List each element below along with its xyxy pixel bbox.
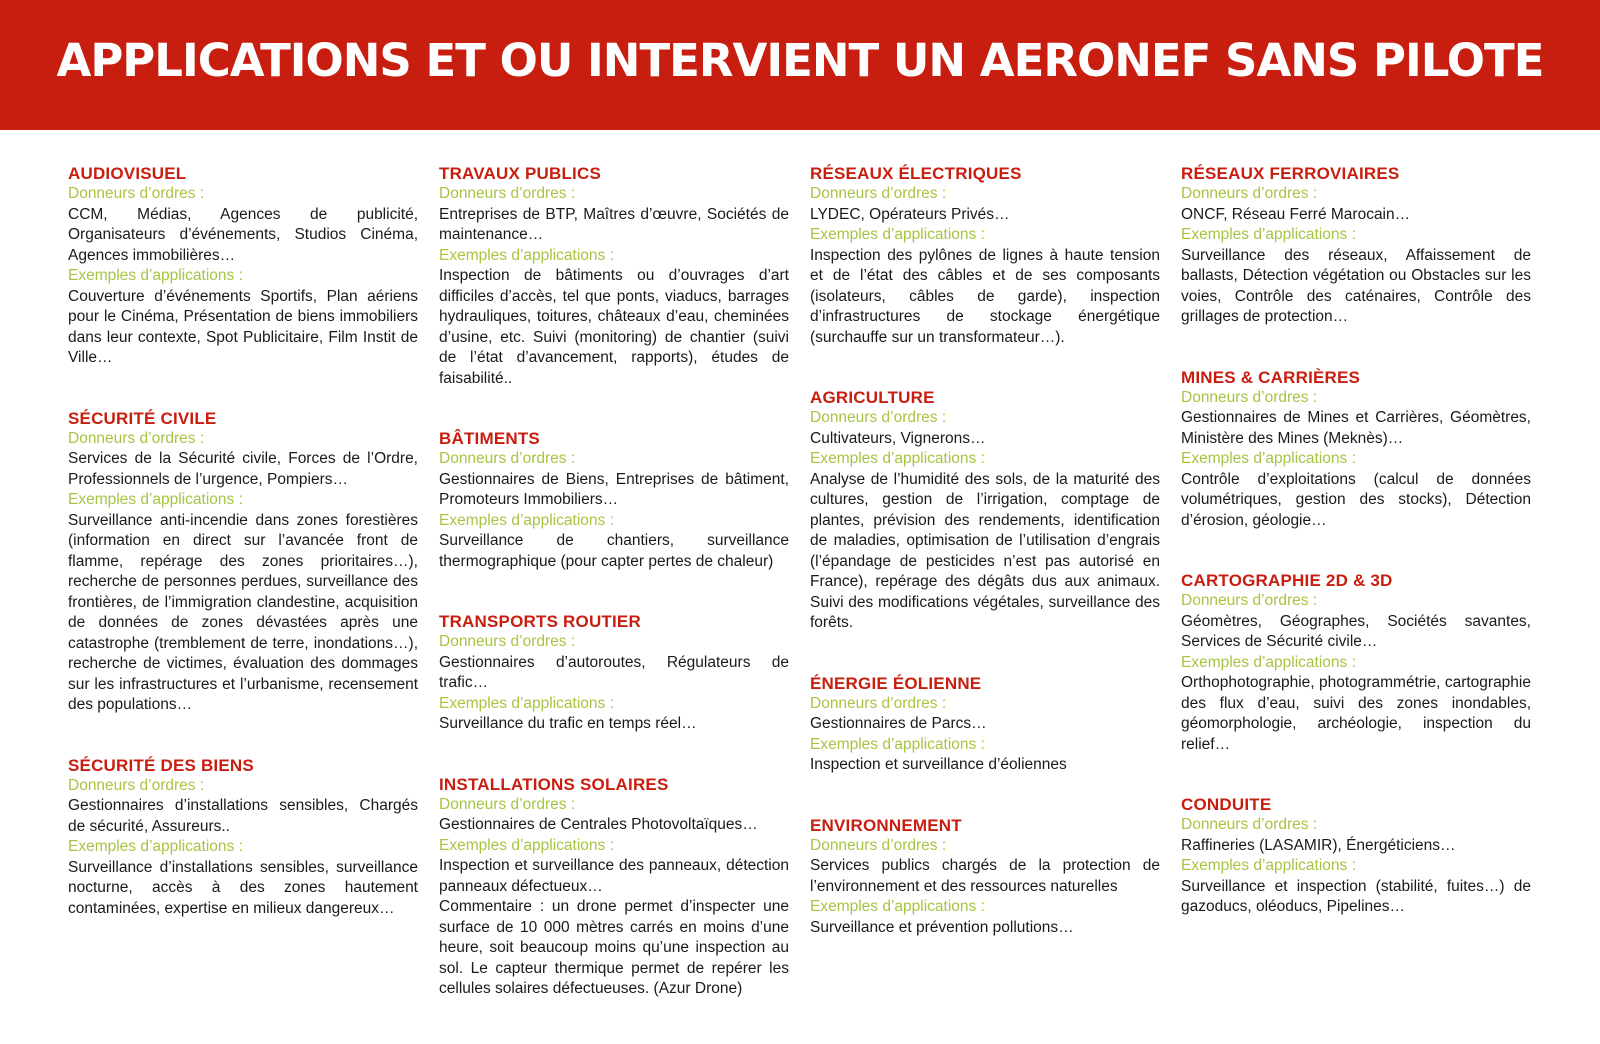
clients-label: Donneurs d’ordres : [68, 185, 205, 202]
clients-text: Entreprises de BTP, Maîtres d’œuvre, Sociétés de maintenance… [439, 205, 789, 243]
clients-text: ONCF, Réseau Ferré Marocain… [1181, 205, 1411, 223]
clients-text: Gestionnaires de Centrales Photovoltaïques… [439, 816, 758, 833]
clients-label: Donneurs d’ordres : [1181, 816, 1318, 833]
applications-label: Exemples d’applications : [439, 511, 614, 529]
clients-label: Donneurs d’ordres : [1181, 592, 1318, 609]
applications-text: Surveillance de chantiers, surveillance thermographique (pour capter pertes de chaleur) [439, 532, 789, 570]
applications-text: Surveillance anti-incendie dans zones forestières (information en direct sur l’avancée front de flamme, repérage des zones prioritaires…), recherche de personnes perdues, surveillance des frontières, de l’immigration clandestine, acquisition de données de zones dévastées après une catastrophe (tremblement de terre, inondations…), recherche de victimes, évaluation des dommages sur les infrastructures et l’urbanisme, recensement des populations… [68, 511, 418, 713]
clients-text: Gestionnaires de Biens, Entreprises de bâtiment, Promoteurs Immobiliers… [439, 470, 789, 508]
section-title: ÉNERGIE ÉOLIENNE [810, 673, 982, 693]
applications-text: Surveillance des réseaux, Affaissement de ballasts, Détection végétation ou Obstacles sur les voies, Contrôle des caténaires, Contrôle des grillages de protection… [1181, 246, 1531, 325]
applications-text: Couverture d’événements Sportifs, Plan aériens pour le Cinéma, Présentation de biens immobiliers dans leur contexte, Spot Publicitaire, Film Instit de Ville… [68, 287, 418, 366]
clients-label: Donneurs d’ordres : [810, 836, 947, 854]
applications-label: Exemples d’applications : [1181, 653, 1356, 671]
clients-text: Gestionnaires de Parcs… [810, 715, 987, 732]
clients-label: Donneurs d’ordres : [810, 409, 947, 426]
section-title: ENVIRONNEMENT [810, 815, 962, 835]
section-transports-routier [439, 611, 789, 735]
applications-label: Exemples d’applications : [1181, 857, 1356, 874]
clients-label: Donneurs d’ordres : [810, 694, 947, 712]
column-3 [810, 163, 1160, 977]
section-reseaux-ferroviaires [1181, 163, 1531, 328]
section-travaux-publics [439, 163, 789, 389]
section-title: SÉCURITÉ DES BIENS [68, 755, 254, 775]
section-conduite [1181, 794, 1531, 918]
applications-text: Inspection et surveillance des panneaux, détection panneaux défectueux… [439, 857, 789, 895]
clients-label: Donneurs d’ordres : [68, 776, 205, 794]
applications-label: Exemples d’applications : [68, 267, 243, 284]
clients-label: Donneurs d’ordres : [810, 185, 947, 202]
clients-text: Services publics chargés de la protection de l’environnement et des ressources naturelles [810, 857, 1160, 895]
section-title: RÉSEAUX FERROVIAIRES [1181, 164, 1400, 183]
section-reseaux-electriques [810, 163, 1160, 348]
clients-label: Donneurs d’ordres : [68, 429, 205, 447]
section-title: RÉSEAUX ÉLECTRIQUES [810, 164, 1022, 183]
applications-text: Orthophotographie, photogrammétrie, cartographie des flux d’eau, suivi des zones inondables, géomorphologie, archéologie, inspection du relief… [1181, 674, 1531, 753]
section-securite-civile [68, 408, 418, 716]
clients-text: CCM, Médias, Agences de publicité, Organisateurs d’événements, Studios Cinéma, Agences immobilières… [68, 205, 418, 264]
applications-label: Exemples d’applications : [439, 836, 614, 854]
comment-text: Commentaire : un drone permet d’inspecter une surface de 10 000 mètres carrés en moins d’une heure, soit beaucoup moins qu’une inspection au sol. Le capteur thermique permet de repérer les cellules solaires défectueuses. (Azur Drone) [439, 898, 789, 997]
clients-label: Donneurs d’ordres : [1181, 185, 1318, 202]
section-agriculture [810, 387, 1160, 634]
applications-label: Exemples d’applications : [810, 450, 985, 467]
applications-label: Exemples d’applications : [439, 246, 614, 264]
section-cartographie [1181, 570, 1531, 755]
clients-text: Gestionnaires de Mines et Carrières, Géomètres, Ministère des Mines (Meknès)… [1181, 409, 1531, 447]
section-audiovisuel [68, 163, 418, 369]
applications-label: Exemples d’applications : [68, 838, 243, 855]
applications-text: Contrôle d’exploitations (calcul de données volumétriques, gestion des stocks), Détection d’érosion, géologie… [1181, 470, 1531, 529]
page-title: APPLICATIONS ET OU INTERVIENT UN AERONEF SANS PILOTE [56, 33, 1544, 87]
section-title: SÉCURITÉ CIVILE [68, 408, 217, 428]
section-installations-solaires [439, 774, 789, 1000]
clients-text: Géomètres, Géographes, Sociétés savantes, Services de Sécurité civile… [1181, 612, 1531, 650]
column-4 [1181, 163, 1531, 957]
clients-label: Donneurs d’ordres : [439, 185, 576, 202]
clients-text: Cultivateurs, Vignerons… [810, 429, 986, 447]
section-title: TRANSPORTS ROUTIER [439, 612, 641, 631]
section-title: AGRICULTURE [810, 388, 935, 407]
applications-label: Exemples d’applications : [810, 226, 985, 243]
title-banner [0, 0, 1600, 130]
section-securite-des-biens [68, 755, 418, 920]
applications-label: Exemples d’applications : [810, 735, 985, 753]
applications-label: Exemples d’applications : [1181, 226, 1356, 243]
applications-text: Surveillance du trafic en temps réel… [439, 715, 697, 732]
column-1 [68, 163, 418, 958]
section-title: INSTALLATIONS SOLAIRES [439, 774, 669, 794]
section-energie-eolienne [810, 673, 1160, 776]
applications-text: Inspection des pylônes de lignes à haute tension et de l’état des câbles et de ses composants (isolateurs, câbles de garde), inspection d’infrastructures de stockage énergétique (surchauffe sur un transformateur…). [810, 246, 1160, 346]
section-title: AUDIOVISUEL [68, 164, 187, 183]
section-batiments [439, 428, 789, 572]
applications-text: Inspection de bâtiments ou d’ouvrages d’art difficiles d’accès, tel que ponts, viaducs, barrages hydrauliques, toitures, châteaux d’eau, cheminées d’usine, etc. Suivi (monitoring) de chantier (suivi de l’état d’avancement, rapports), études de faisabilité.. [439, 267, 789, 387]
applications-label: Exemples d’applications : [810, 898, 985, 915]
applications-text: Analyse de l’humidité des sols, de la maturité des cultures, gestion de l’irrigation, comptage de plantes, prévision des rendements, identification de maladies, optimisation de l’utilisation d’engrais (l’épandage de pesticides n’est pas autorisé en France), repérage des dégâts dus aux animaux. Suivi des modifications végétales, surveillance des forêts. [810, 470, 1160, 631]
applications-label: Exemples d’applications : [1181, 450, 1356, 467]
clients-label: Donneurs d’ordres : [439, 450, 576, 467]
applications-text: Surveillance et prévention pollutions… [810, 918, 1074, 936]
section-title: CARTOGRAPHIE 2D & 3D [1181, 571, 1393, 590]
section-environnement [810, 815, 1160, 939]
applications-text: Surveillance d’installations sensibles, surveillance nocturne, accès à des zones hautement contaminées, expertise en milieux dangereux… [68, 858, 418, 917]
section-title: CONDUITE [1181, 795, 1272, 814]
clients-label: Donneurs d’ordres : [1181, 388, 1318, 406]
clients-label: Donneurs d’ordres : [439, 633, 576, 650]
applications-text: Inspection et surveillance d’éoliennes [810, 756, 1067, 773]
clients-label: Donneurs d’ordres : [439, 795, 576, 813]
clients-text: Gestionnaires d’autoroutes, Régulateurs de trafic… [439, 653, 789, 691]
section-title: TRAVAUX PUBLICS [439, 164, 601, 183]
applications-label: Exemples d’applications : [68, 491, 243, 508]
applications-label: Exemples d’applications : [439, 694, 614, 712]
applications-text: Surveillance et inspection (stabilité, fuites…) de gazoducs, oléoducs, Pipelines… [1181, 877, 1531, 915]
clients-text: Gestionnaires d’installations sensibles, Chargés de sécurité, Assureurs.. [68, 797, 418, 835]
column-2 [439, 163, 789, 1039]
clients-text: Services de la Sécurité civile, Forces de l’Ordre, Professionnels de l’urgence, Pompiers… [68, 450, 418, 488]
clients-text: LYDEC, Opérateurs Privés… [810, 205, 1010, 223]
clients-text: Raffineries (LASAMIR), Énergéticiens… [1181, 836, 1456, 854]
section-title: MINES & CARRIÈRES [1181, 367, 1361, 387]
section-title: BÂTIMENTS [439, 429, 540, 448]
section-mines-carrieres [1181, 367, 1531, 532]
